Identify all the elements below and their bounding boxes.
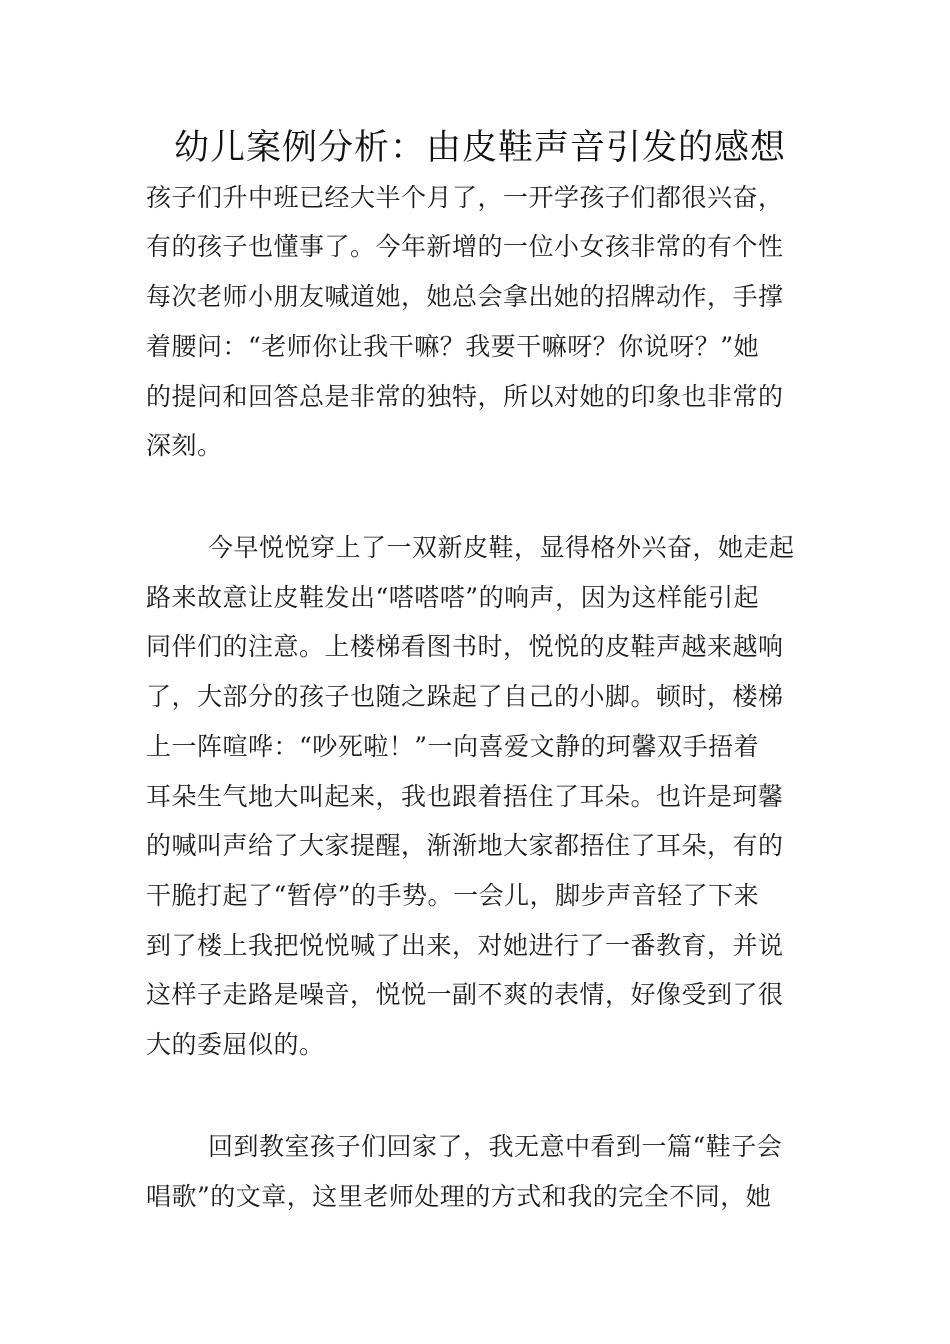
paragraph-2-line-3: 同伴们的注意。上楼梯看图书时，悦悦的皮鞋声越来越响: [146, 632, 784, 661]
paragraph-2-line-10: 这样子走路是噪音，悦悦一副不爽的表情，好像受到了很: [146, 980, 784, 1009]
paragraph-1-line-2: 有的孩子也懂事了。今年新增的一位小女孩非常的有个性: [146, 232, 784, 261]
paragraph-1-line-6: 深刻。: [146, 431, 223, 460]
paragraph-2-line-7: 的喊叫声给了大家提醒，渐渐地大家都捂住了耳朵，有的: [146, 831, 784, 860]
paragraph-2-line-9: 到了楼上我把悦悦喊了出来，对她进行了一番教育，并说: [146, 931, 784, 960]
paragraph-2-line-11: 大的委屈似的。: [146, 1030, 325, 1059]
paragraph-2-line-2: 路来故意让皮鞋发出“嗒嗒嗒”的响声，因为这样能引起: [146, 583, 760, 612]
paragraph-3-line-1: 回到教室孩子们回家了，我无意中看到一篇“鞋子会: [208, 1132, 783, 1161]
paragraph-1-line-1: 孩子们升中班已经大半个月了，一开学孩子们都很兴奋，: [146, 183, 784, 212]
paragraph-3-line-2: 唱歌”的文章，这里老师处理的方式和我的完全不同，她: [146, 1182, 772, 1211]
paragraph-1-line-5: 的提问和回答总是非常的独特，所以对她的印象也非常的: [146, 382, 784, 411]
paragraph-2-line-4: 了，大部分的孩子也随之跺起了自己的小脚。顿时，楼梯: [146, 682, 784, 711]
document-title: 幼儿案例分析：由皮鞋声音引发的感想: [173, 128, 786, 168]
paragraph-1-line-3: 每次老师小朋友喊道她，她总会拿出她的招牌动作，手撑: [146, 282, 784, 311]
paragraph-2-line-8: 干脆打起了“暂停”的手势。一会儿，脚步声音轻了下来: [146, 881, 760, 910]
paragraph-2-line-6: 耳朵生气地大叫起来，我也跟着捂住了耳朵。也许是珂馨: [146, 782, 784, 811]
paragraph-2-line-1: 今早悦悦穿上了一双新皮鞋，显得格外兴奋，她走起: [208, 533, 795, 562]
paragraph-2-line-5: 上一阵喧哗：“吵死啦！”一向喜爱文静的珂馨双手捂着: [146, 732, 760, 761]
paragraph-1-line-4: 着腰问：“老师你让我干嘛？我要干嘛呀？你说呀？”她: [146, 332, 760, 361]
